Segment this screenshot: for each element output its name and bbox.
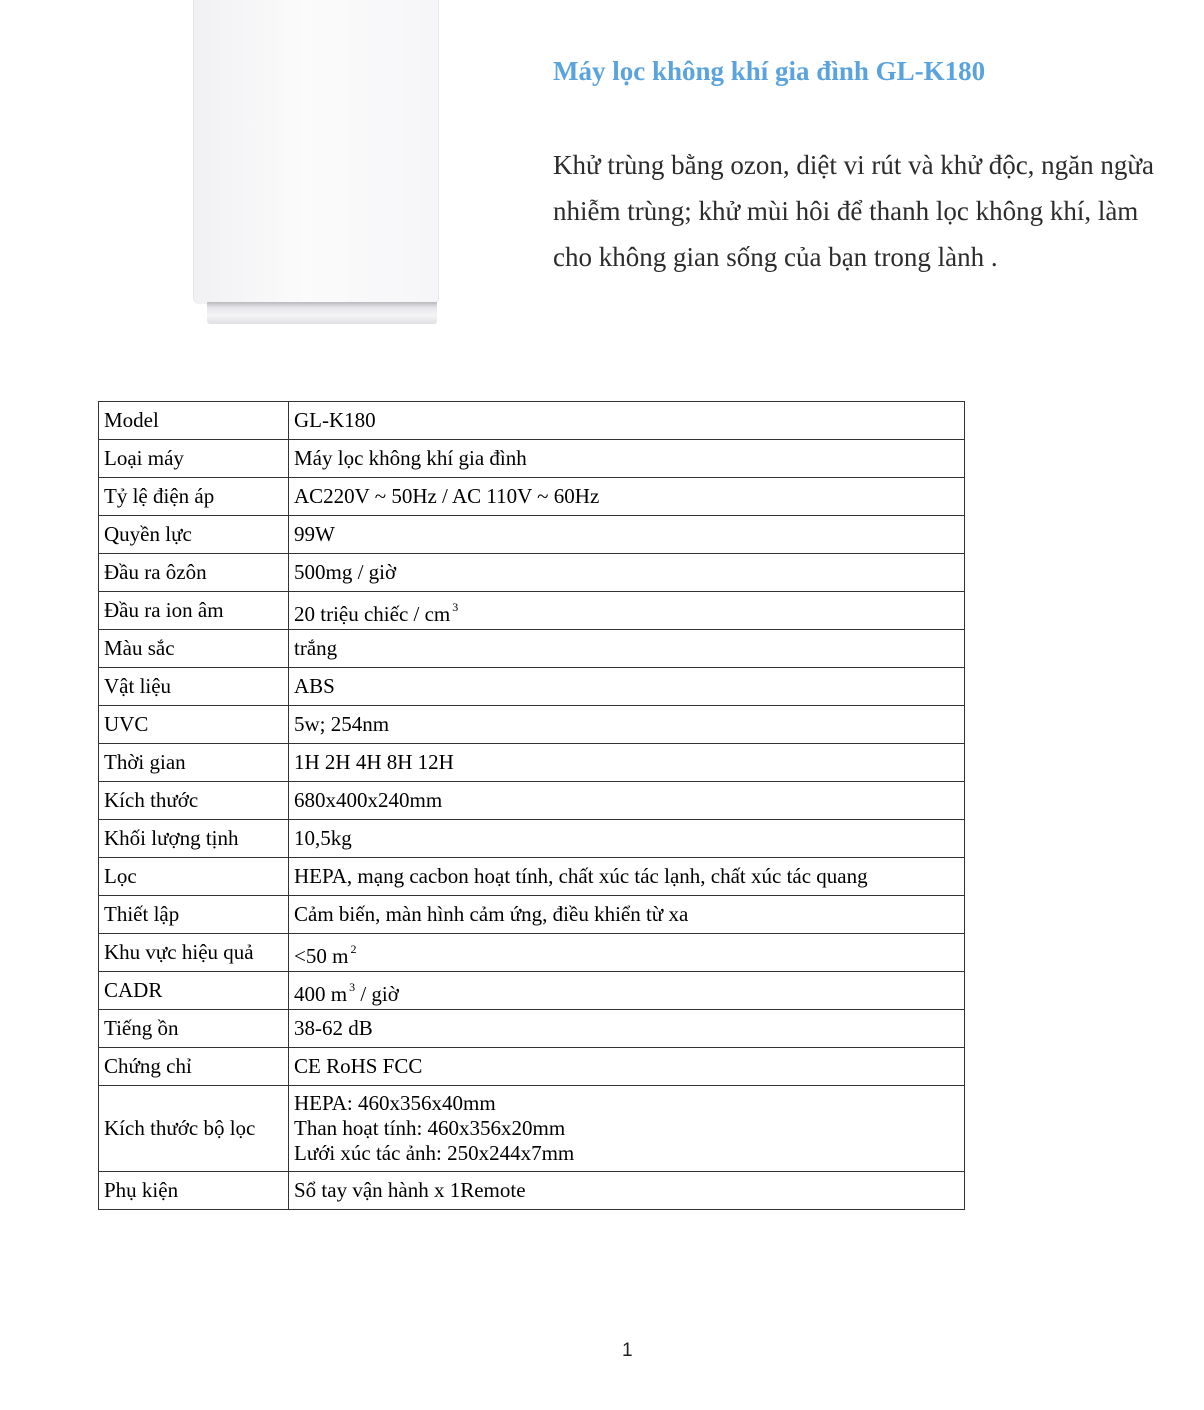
spec-label: Quyền lực bbox=[99, 516, 289, 554]
spec-row bbox=[99, 820, 965, 858]
spec-label: Chứng chỉ bbox=[99, 1048, 289, 1086]
spec-label: Loại máy bbox=[99, 440, 289, 478]
spec-value bbox=[289, 478, 965, 516]
spec-row bbox=[99, 744, 965, 782]
spec-value-text: 99W bbox=[294, 522, 335, 546]
spec-label: Kích thước bộ lọc bbox=[99, 1086, 289, 1172]
spec-value bbox=[289, 1010, 965, 1048]
spec-value-superscript: 3 bbox=[452, 599, 459, 614]
spec-value-text: AC220V ~ 50Hz / AC 110V ~ 60Hz bbox=[294, 484, 600, 508]
spec-value bbox=[289, 896, 965, 934]
spec-value bbox=[289, 592, 965, 630]
product-image bbox=[193, 0, 439, 326]
spec-value bbox=[289, 440, 965, 478]
page-number: 1 bbox=[622, 1340, 633, 1361]
spec-row bbox=[99, 592, 965, 630]
spec-row bbox=[99, 1086, 965, 1172]
spec-label: CADR bbox=[99, 972, 289, 1010]
spec-label: Màu sắc bbox=[99, 630, 289, 668]
spec-row bbox=[99, 896, 965, 934]
spec-value bbox=[289, 706, 965, 744]
spec-value bbox=[289, 630, 965, 668]
spec-label: Khối lượng tịnh bbox=[99, 820, 289, 858]
air-purifier-body bbox=[193, 0, 439, 304]
spec-label: Tỷ lệ điện áp bbox=[99, 478, 289, 516]
spec-value bbox=[289, 972, 965, 1010]
spec-value-text: ABS bbox=[294, 674, 335, 698]
spec-label: Model bbox=[99, 402, 289, 440]
spec-row bbox=[99, 440, 965, 478]
spec-value-text: 5w; 254nm bbox=[294, 712, 390, 736]
spec-value-text: Sổ tay vận hành x 1Remote bbox=[294, 1178, 526, 1202]
spec-value-text: Cảm biến, màn hình cảm ứng, điều khiển từ xa bbox=[294, 902, 689, 926]
spec-value bbox=[289, 1048, 965, 1086]
spec-value bbox=[289, 858, 965, 896]
spec-table-body bbox=[99, 402, 965, 1210]
spec-value bbox=[289, 934, 965, 972]
spec-value-text: trắng bbox=[294, 636, 338, 660]
spec-value bbox=[289, 782, 965, 820]
spec-value bbox=[289, 744, 965, 782]
spec-value bbox=[289, 668, 965, 706]
spec-value-text: Máy lọc không khí gia đình bbox=[294, 446, 527, 470]
spec-row bbox=[99, 668, 965, 706]
spec-value-line: Than hoạt tính: 460x356x20mm bbox=[294, 1116, 566, 1140]
spec-value-superscript: 2 bbox=[350, 941, 357, 956]
spec-value-text: 38-62 dB bbox=[294, 1016, 373, 1040]
spec-row bbox=[99, 1048, 965, 1086]
spec-value-text: GL-K180 bbox=[294, 408, 376, 432]
spec-row bbox=[99, 402, 965, 440]
spec-label: Thiết lập bbox=[99, 896, 289, 934]
spec-label: UVC bbox=[99, 706, 289, 744]
spec-value bbox=[289, 1086, 965, 1172]
spec-value bbox=[289, 820, 965, 858]
spec-value-text: HEPA, mạng cacbon hoạt tính, chất xúc tác lạnh, chất xúc tác quang bbox=[294, 864, 868, 888]
spec-value-text: 20 triệu chiếc / cm bbox=[294, 601, 451, 626]
spec-value-text: 680x400x240mm bbox=[294, 788, 443, 812]
spec-label: Vật liệu bbox=[99, 668, 289, 706]
spec-row bbox=[99, 516, 965, 554]
spec-label: Lọc bbox=[99, 858, 289, 896]
spec-value bbox=[289, 554, 965, 592]
product-description: Khử trùng bằng ozon, diệt vi rút và khử độc, ngăn ngừa nhiễm trùng; khử mùi hôi để thanh lọc không khí, làm cho không gian sống của bạn trong lành . bbox=[553, 150, 1155, 272]
spec-label: Kích thước bbox=[99, 782, 289, 820]
spec-row bbox=[99, 934, 965, 972]
spec-label: Tiếng ồn bbox=[99, 1010, 289, 1048]
spec-value bbox=[289, 1172, 965, 1210]
spec-label: Khu vực hiệu quả bbox=[99, 934, 289, 972]
spec-value-text: CE RoHS FCC bbox=[294, 1054, 423, 1078]
spec-value-text: <50 m bbox=[294, 943, 349, 968]
spec-value-line: Lưới xúc tác ảnh: 250x244x7mm bbox=[294, 1141, 575, 1165]
spec-row bbox=[99, 478, 965, 516]
spec-row bbox=[99, 972, 965, 1010]
spec-value-text: 400 m bbox=[294, 981, 348, 1006]
spec-value bbox=[289, 516, 965, 554]
spec-value-line: HEPA: 460x356x40mm bbox=[294, 1091, 496, 1115]
product-title: Máy lọc không khí gia đình GL-K180 bbox=[553, 56, 986, 86]
spec-value-superscript: 3 bbox=[349, 979, 356, 994]
spec-row bbox=[99, 858, 965, 896]
spec-value-text: 10,5kg bbox=[294, 826, 352, 850]
spec-value-suffix: / giờ bbox=[355, 981, 399, 1006]
spec-value bbox=[289, 402, 965, 440]
spec-row bbox=[99, 1172, 965, 1210]
spec-label: Phụ kiện bbox=[99, 1172, 289, 1210]
spec-row bbox=[99, 782, 965, 820]
spec-row bbox=[99, 554, 965, 592]
spec-value-text: 1H 2H 4H 8H 12H bbox=[294, 750, 454, 774]
spec-row bbox=[99, 1010, 965, 1048]
spec-label: Thời gian bbox=[99, 744, 289, 782]
spec-value-text: 500mg / giờ bbox=[294, 560, 397, 584]
spec-label: Đầu ra ôzôn bbox=[99, 554, 289, 592]
spec-row bbox=[99, 630, 965, 668]
spec-table bbox=[98, 401, 965, 1210]
spec-label: Đầu ra ion âm bbox=[99, 592, 289, 630]
spec-row bbox=[99, 706, 965, 744]
air-purifier-base bbox=[207, 302, 437, 324]
